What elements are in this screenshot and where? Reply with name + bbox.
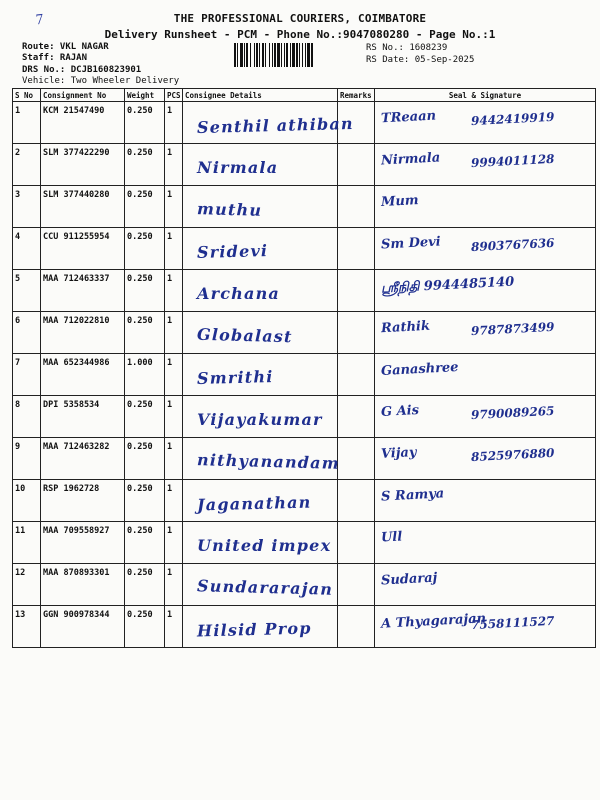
signature-phone: 7558111527	[470, 613, 555, 633]
row-signature	[375, 270, 596, 312]
col-pcs: PCS	[165, 89, 183, 102]
row-sno: 7	[13, 354, 41, 396]
consignee-handwriting: Globalast	[196, 324, 293, 347]
signature-handwriting: Sm Devi	[380, 234, 442, 253]
row-consignee	[183, 228, 338, 270]
row-weight: 0.250	[125, 102, 165, 144]
signature-handwriting: A Thyagarajan	[380, 611, 487, 632]
row-signature	[375, 102, 596, 144]
row-remarks	[338, 396, 375, 438]
signature-handwriting: S Ramya	[380, 486, 445, 505]
row-consignee	[183, 354, 338, 396]
row-sno: 13	[13, 606, 41, 648]
row-consignment-no: MAA 709558927	[41, 522, 125, 564]
row-remarks	[338, 102, 375, 144]
row-sno: 4	[13, 228, 41, 270]
row-weight: 0.250	[125, 396, 165, 438]
row-consignment-no: GGN 900978344	[41, 606, 125, 648]
row-pcs: 1	[165, 354, 183, 396]
col-weight: Weight	[125, 89, 165, 102]
row-remarks	[338, 144, 375, 186]
row-consignment-no: RSP 1962728	[41, 480, 125, 522]
barcode	[234, 43, 360, 67]
table-row	[13, 606, 596, 648]
row-consignee	[183, 144, 338, 186]
row-weight: 0.250	[125, 186, 165, 228]
table-row	[13, 228, 596, 270]
row-signature	[375, 480, 596, 522]
signature-handwriting: G Ais	[380, 403, 420, 420]
table-row	[13, 144, 596, 186]
row-pcs: 1	[165, 228, 183, 270]
row-weight: 0.250	[125, 606, 165, 648]
rs-date: RS Date: 05-Sep-2025	[366, 55, 475, 65]
row-remarks	[338, 354, 375, 396]
row-pcs: 1	[165, 186, 183, 228]
row-remarks	[338, 186, 375, 228]
row-signature	[375, 312, 596, 354]
row-consignment-no: MAA 712022810	[41, 312, 125, 354]
row-sno: 10	[13, 480, 41, 522]
consignee-handwriting: nithyanandam	[196, 450, 341, 473]
company-title: THE PROFESSIONAL COURIERS, COIMBATORE	[173, 12, 427, 25]
table-row	[13, 270, 596, 312]
row-sno: 12	[13, 564, 41, 606]
route-label: Route: VKL NAGAR	[22, 42, 109, 52]
consignee-handwriting: Senthil athiban	[196, 113, 355, 138]
row-weight: 0.250	[125, 312, 165, 354]
vehicle-label: Vehicle: Two Wheeler Delivery	[22, 76, 180, 86]
row-remarks	[338, 270, 375, 312]
row-signature	[375, 144, 596, 186]
row-weight: 0.250	[125, 564, 165, 606]
signature-handwriting: Mum	[380, 193, 419, 210]
handwritten-page-mark: 7	[35, 11, 45, 29]
row-consignment-no: MAA 870893301	[41, 564, 125, 606]
row-weight: 0.250	[125, 228, 165, 270]
signature-handwriting: Nirmala	[380, 150, 441, 169]
row-weight: 0.250	[125, 270, 165, 312]
col-consignee: Consignee Details	[183, 89, 338, 102]
table-row	[13, 564, 596, 606]
row-consignment-no: MAA 712463337	[41, 270, 125, 312]
row-remarks	[338, 228, 375, 270]
row-pcs: 1	[165, 270, 183, 312]
row-consignment-no: MAA 712463282	[41, 438, 125, 480]
table-row	[13, 522, 596, 564]
row-pcs: 1	[165, 480, 183, 522]
row-consignee	[183, 522, 338, 564]
row-signature	[375, 396, 596, 438]
row-remarks	[338, 438, 375, 480]
row-consignment-no: CCU 911255954	[41, 228, 125, 270]
row-pcs: 1	[165, 438, 183, 480]
row-sno: 5	[13, 270, 41, 312]
signature-handwriting: Sudaraj	[380, 570, 438, 589]
row-consignee	[183, 396, 338, 438]
row-signature	[375, 564, 596, 606]
row-pcs: 1	[165, 144, 183, 186]
row-pcs: 1	[165, 396, 183, 438]
row-signature	[375, 228, 596, 270]
row-sno: 2	[13, 144, 41, 186]
row-sno: 3	[13, 186, 41, 228]
row-weight: 0.250	[125, 480, 165, 522]
row-consignee	[183, 312, 338, 354]
signature-phone: 9442419919	[470, 109, 555, 129]
row-remarks	[338, 564, 375, 606]
consignee-handwriting: Archana	[197, 284, 280, 303]
row-signature	[375, 522, 596, 564]
consignee-handwriting: Vijayakumar	[197, 410, 323, 429]
row-signature	[375, 186, 596, 228]
row-consignment-no: KCM 21547490	[41, 102, 125, 144]
signature-handwriting: Vijay	[380, 445, 417, 462]
table-header-row	[13, 89, 596, 102]
table-row	[13, 438, 596, 480]
row-pcs: 1	[165, 522, 183, 564]
row-remarks	[338, 522, 375, 564]
row-sno: 11	[13, 522, 41, 564]
row-consignment-no: DPI 5358534	[41, 396, 125, 438]
row-consignment-no: SLM 377440280	[41, 186, 125, 228]
row-weight: 0.250	[125, 144, 165, 186]
signature-phone: 8903767636	[470, 235, 555, 255]
drs-label: DRS No.: DCJB160823901	[22, 65, 142, 75]
barcode-bar	[311, 43, 313, 67]
row-consignment-no: SLM 377422290	[41, 144, 125, 186]
runsheet-subtitle: Delivery Runsheet - PCM - Phone No.:9047080280 - Page No.:1	[104, 28, 496, 41]
consignee-handwriting: Jaganathan	[196, 492, 312, 515]
row-remarks	[338, 606, 375, 648]
row-signature	[375, 606, 596, 648]
row-remarks	[338, 312, 375, 354]
table-row	[13, 354, 596, 396]
row-sno: 9	[13, 438, 41, 480]
row-pcs: 1	[165, 606, 183, 648]
signature-phone: 9790089265	[470, 403, 555, 423]
row-weight: 0.250	[125, 522, 165, 564]
staff-label: Staff: RAJAN	[22, 53, 88, 63]
consignee-handwriting: United impex	[197, 536, 332, 555]
signature-phone: 9994011128	[470, 151, 555, 171]
consignee-handwriting: Sundararajan	[196, 576, 334, 599]
row-consignee	[183, 186, 338, 228]
table-row	[13, 312, 596, 354]
rs-number: RS No.: 1608239	[366, 43, 448, 53]
table-row	[13, 186, 596, 228]
row-consignment-no: MAA 652344986	[41, 354, 125, 396]
row-consignee	[183, 270, 338, 312]
col-sno: S No	[13, 89, 41, 102]
row-sno: 1	[13, 102, 41, 144]
row-consignee	[183, 102, 355, 144]
consignee-handwriting: Sridevi	[196, 241, 269, 262]
table-row	[13, 102, 596, 144]
consignee-handwriting: Hilsid Prop	[196, 618, 312, 641]
signature-phone: 9787873499	[470, 319, 555, 339]
table-row	[13, 396, 596, 438]
col-remarks: Remarks	[338, 89, 375, 102]
row-remarks	[338, 480, 375, 522]
row-pcs: 1	[165, 564, 183, 606]
table-row	[13, 480, 596, 522]
signature-handwriting: Ull	[380, 529, 403, 546]
row-signature	[375, 438, 596, 480]
row-weight: 0.250	[125, 438, 165, 480]
col-consignment: Consignment No	[41, 89, 125, 102]
consignee-handwriting: muthu	[196, 199, 263, 220]
row-signature	[375, 354, 596, 396]
delivery-table	[12, 88, 596, 648]
consignee-handwriting: Nirmala	[197, 158, 279, 177]
row-consignee	[183, 480, 338, 522]
signature-handwriting: Ganashree	[380, 359, 459, 380]
row-consignee	[183, 606, 338, 648]
signature-handwriting: Rathik	[380, 318, 431, 337]
row-sno: 6	[13, 312, 41, 354]
signature-handwriting: ஸ்ரீநிதி 9944485140	[380, 274, 515, 297]
row-pcs: 1	[165, 312, 183, 354]
row-sno: 8	[13, 396, 41, 438]
row-consignee	[183, 438, 341, 480]
col-signature: Seal & Signature	[375, 89, 596, 102]
row-weight: 1.000	[125, 354, 165, 396]
row-pcs: 1	[165, 102, 183, 144]
consignee-handwriting: Smrithi	[196, 367, 274, 388]
signature-handwriting: TReaan	[380, 108, 437, 127]
signature-phone: 8525976880	[470, 445, 555, 465]
row-consignee	[183, 564, 338, 606]
